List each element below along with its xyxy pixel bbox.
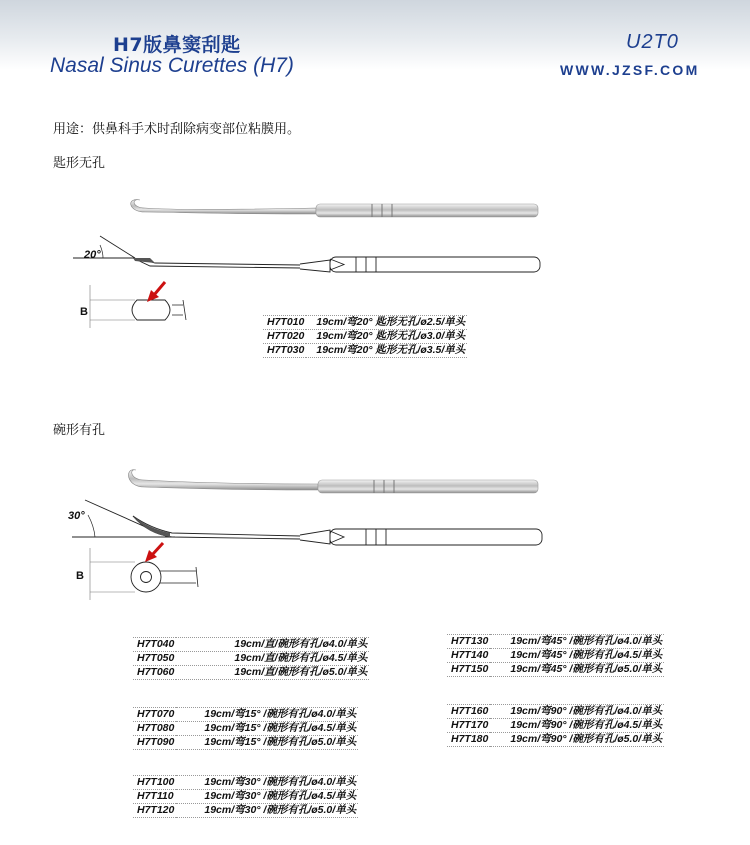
- product-code: H7T170: [451, 719, 489, 731]
- product-spec: 19cm/弯20° 匙形无孔/ø3.5/单头: [316, 344, 466, 356]
- dimension-b-label-1: B: [80, 306, 88, 318]
- table-row: [447, 719, 664, 733]
- product-code: H7T020: [267, 330, 305, 342]
- product-spec: 19cm/弯30° /碗形有孔/ø5.0/单头: [204, 804, 357, 816]
- red-arrow-1: [147, 282, 165, 302]
- product-spec: 19cm/弯90° /碗形有孔/ø5.0/单头: [510, 733, 663, 745]
- table-row: [263, 344, 467, 358]
- product-spec: 19cm/弯15° /碗形有孔/ø4.0/单头: [204, 708, 357, 720]
- product-code: H7T040: [137, 638, 175, 650]
- red-arrow-2: [145, 543, 163, 562]
- table-row: [133, 776, 358, 790]
- product-spec: 19cm/弯90° /碗形有孔/ø4.5/单头: [510, 719, 663, 731]
- curette-drawing-1: [73, 236, 540, 272]
- product-code: H7T100: [137, 776, 175, 788]
- product-code: H7T160: [451, 705, 489, 717]
- tip-detail-2: [90, 548, 198, 600]
- table-row: [133, 790, 358, 804]
- page-title-en: Nasal Sinus Curettes (H7): [50, 54, 294, 77]
- product-code: H7T060: [137, 666, 175, 678]
- spec-table-curve90: [447, 704, 664, 747]
- catalog-code: U2T0: [626, 31, 679, 53]
- product-spec: 19cm/直/碗形有孔/ø5.0/单头: [234, 666, 368, 678]
- dimension-b-label-2: B: [76, 570, 84, 582]
- product-spec: 19cm/直/碗形有孔/ø4.0/单头: [234, 638, 368, 650]
- product-code: H7T110: [137, 790, 174, 802]
- product-spec: 19cm/弯15° /碗形有孔/ø5.0/单头: [204, 736, 357, 748]
- table-row: [263, 316, 467, 330]
- table-row: [447, 663, 664, 677]
- product-spec: 19cm/弯30° /碗形有孔/ø4.0/单头: [204, 776, 357, 788]
- product-code: H7T080: [137, 722, 175, 734]
- product-spec: 19cm/弯45° /碗形有孔/ø4.5/单头: [510, 649, 663, 661]
- product-spec: 19cm/直/碗形有孔/ø4.5/单头: [234, 652, 368, 664]
- website-link[interactable]: WWW.JZSF.COM: [560, 62, 700, 78]
- table-row: [133, 722, 358, 736]
- section-title-spoon: 匙形无孔: [53, 156, 106, 171]
- table-row: [133, 652, 369, 666]
- table-row: [133, 804, 358, 818]
- product-spec: 19cm/弯20° 匙形无孔/ø2.5/单头: [316, 316, 466, 328]
- spec-table-spoon: [263, 315, 467, 358]
- product-spec: 19cm/弯45° /碗形有孔/ø5.0/单头: [510, 663, 663, 675]
- product-code: H7T010: [267, 316, 305, 328]
- spec-table-curve15: [133, 707, 358, 750]
- table-row: [447, 635, 664, 649]
- spec-table-curve45: [447, 634, 664, 677]
- product-code: H7T130: [451, 635, 489, 647]
- table-row: [263, 330, 467, 344]
- product-spec: 19cm/弯90° /碗形有孔/ø4.0/单头: [510, 705, 663, 717]
- section-title-bowl: 碗形有孔: [53, 423, 106, 438]
- product-spec: 19cm/弯45° /碗形有孔/ø4.0/单头: [510, 635, 663, 647]
- product-code: H7T030: [267, 344, 305, 356]
- product-spec: 19cm/弯30° /碗形有孔/ø4.5/单头: [204, 790, 357, 802]
- product-code: H7T150: [451, 663, 489, 675]
- product-code: H7T180: [451, 733, 489, 745]
- product-code: H7T090: [137, 736, 175, 748]
- table-row: [447, 705, 664, 719]
- spec-table-curve30: [133, 775, 358, 818]
- angle-label-1: 20°: [84, 249, 101, 261]
- product-spec: 19cm/弯20° 匙形无孔/ø3.0/单头: [316, 330, 466, 342]
- table-row: [133, 736, 358, 750]
- curette-photo-2: [128, 470, 538, 493]
- product-spec: 19cm/弯15° /碗形有孔/ø4.5/单头: [204, 722, 357, 734]
- product-code: H7T050: [137, 652, 175, 664]
- page-title-cn: H7版鼻窦刮匙: [113, 34, 241, 56]
- spec-table-straight: [133, 637, 369, 680]
- usage-text: 用途：供鼻科手术时刮除病变部位粘膜用。: [53, 122, 301, 137]
- table-row: [447, 733, 664, 747]
- angle-label-2: 30°: [68, 510, 85, 522]
- curette-photo-1: [131, 200, 538, 217]
- product-code: H7T120: [137, 804, 175, 816]
- table-row: [133, 708, 358, 722]
- table-row: [447, 649, 664, 663]
- product-code: H7T140: [451, 649, 489, 661]
- tip-detail-1: [90, 285, 186, 328]
- table-row: [133, 638, 369, 652]
- table-row: [133, 666, 369, 680]
- spoon-tip-fill-1: [133, 258, 155, 263]
- product-code: H7T070: [137, 708, 175, 720]
